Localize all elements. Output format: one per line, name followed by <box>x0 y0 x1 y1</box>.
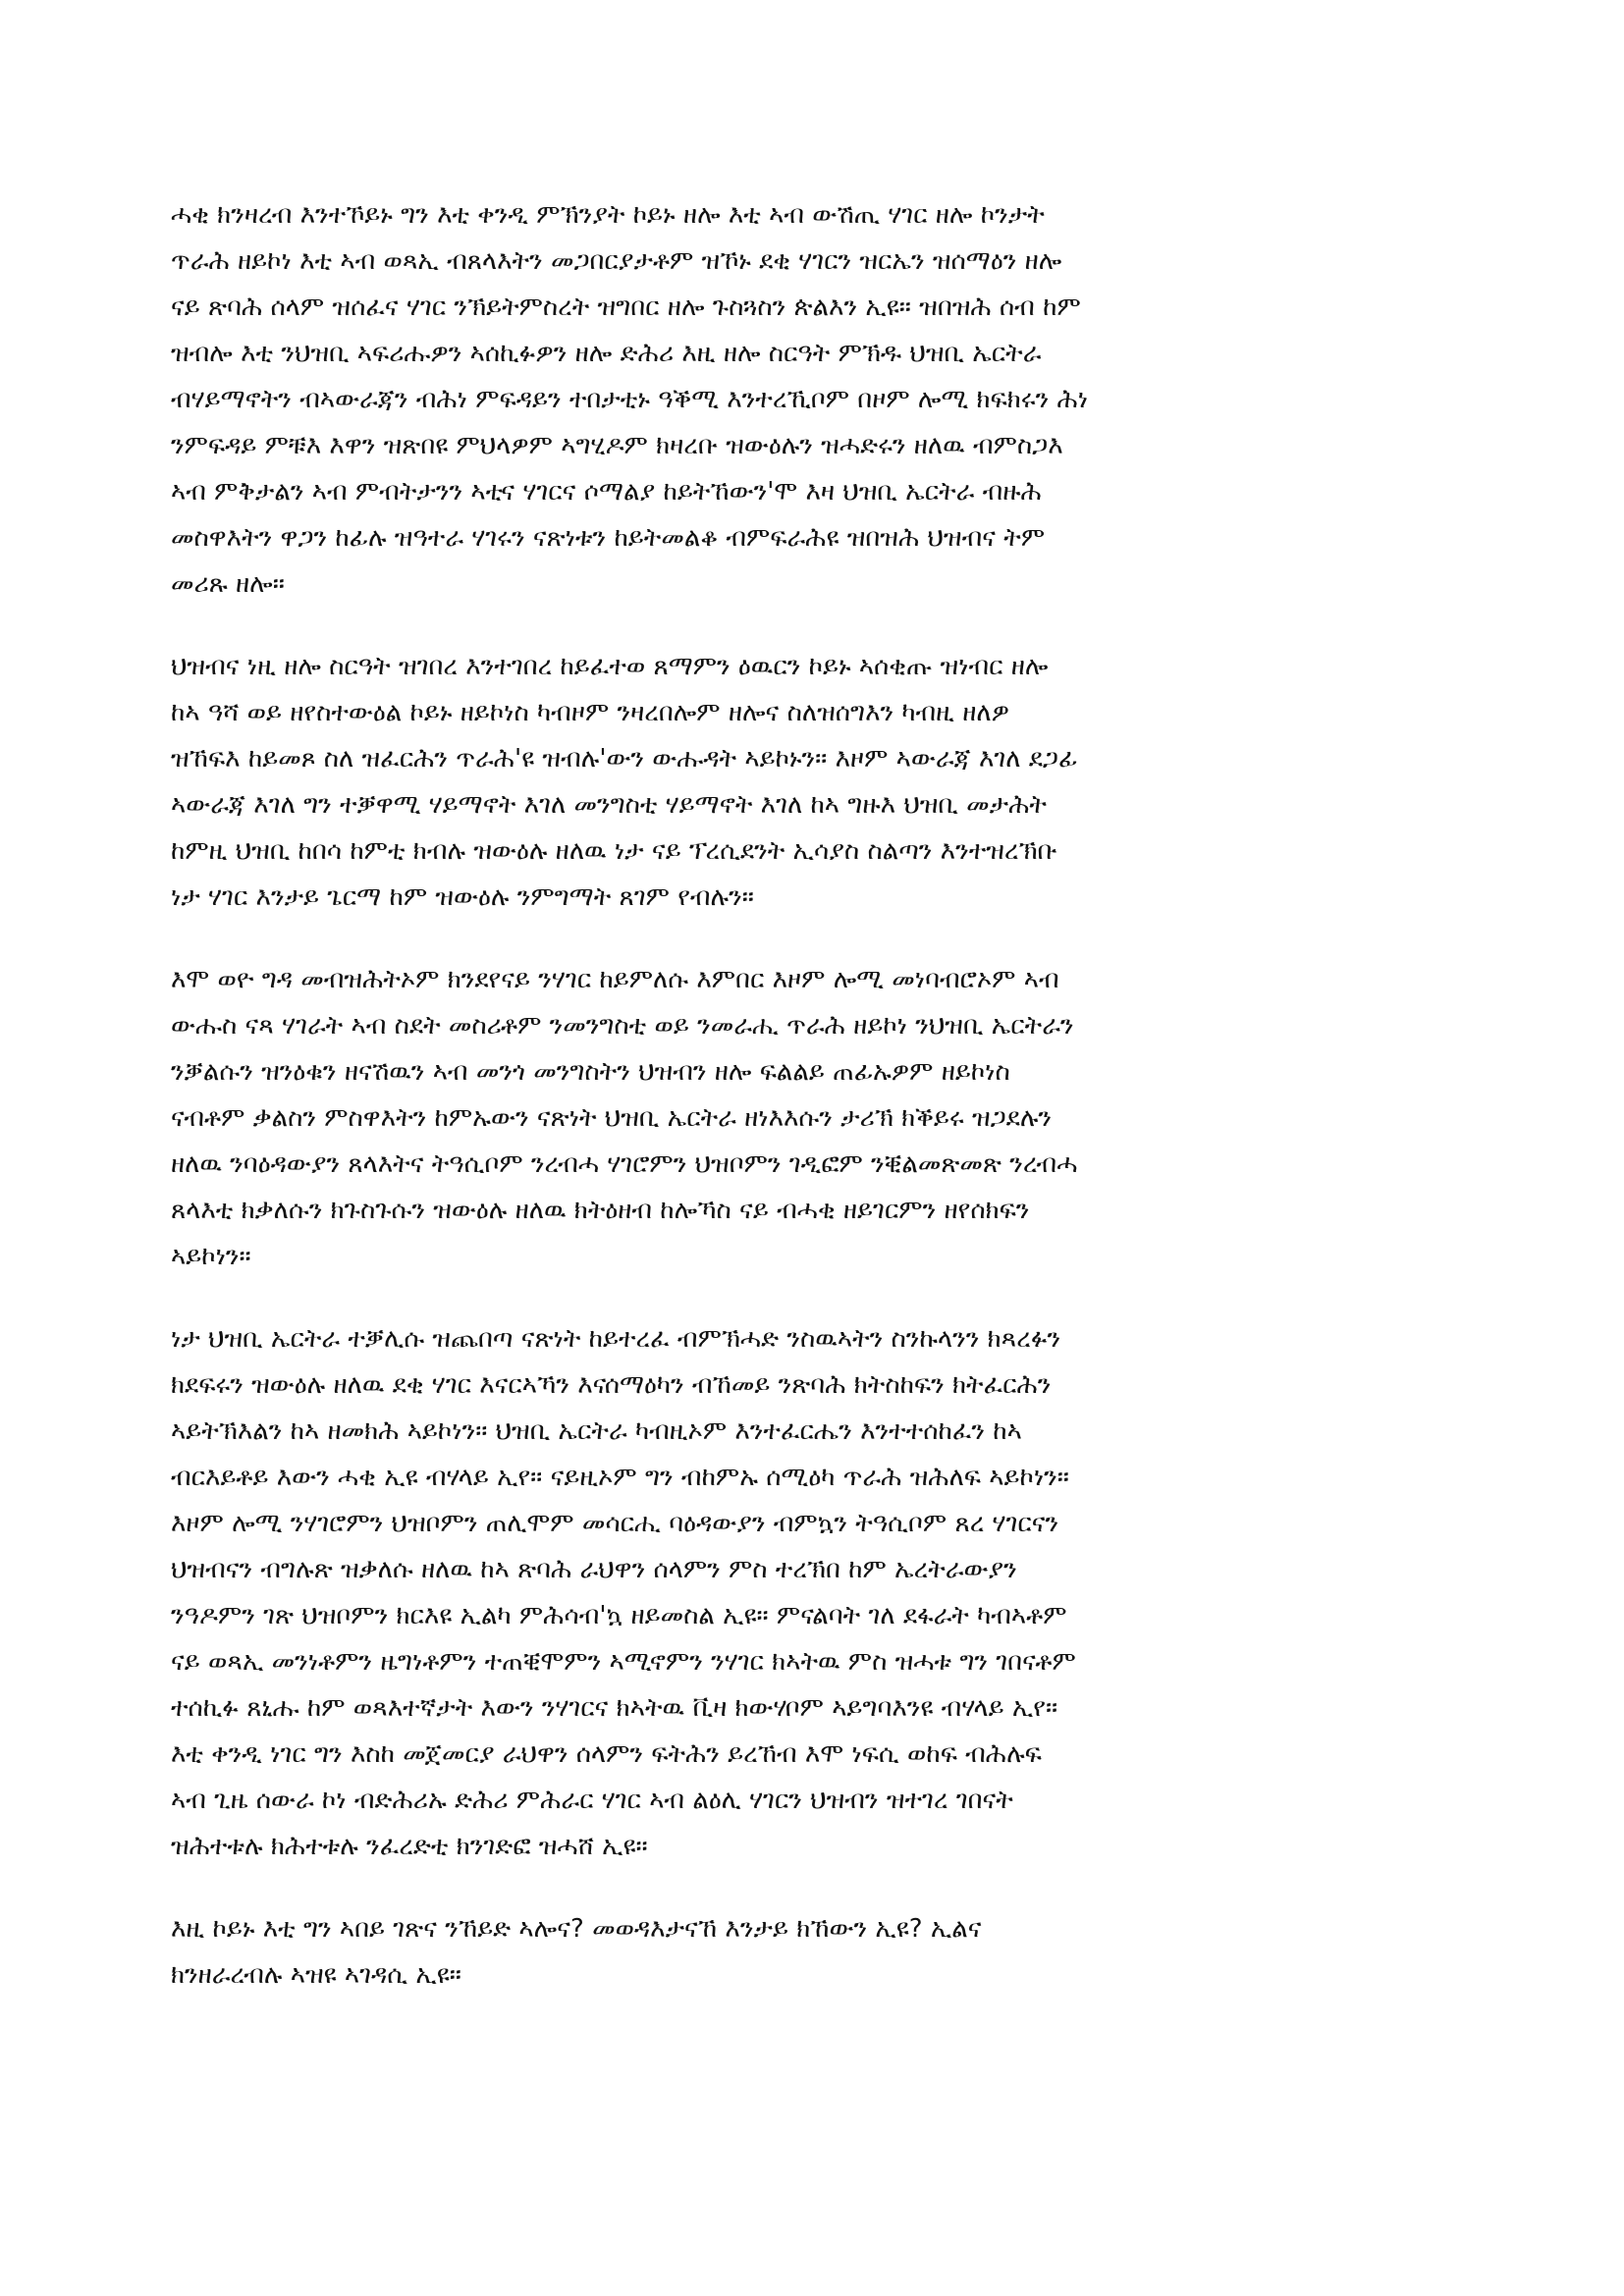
paragraph-1: ሓቂ ክንዛረብ እንተኾይኑ ግን እቲ ቀንዲ ምኽንያት ኮይኑ ዘሎ እቲ ኣብ ውሽጢ ሃገር ዘሎ ኮንታት ጥራሕ ዘይኮነ እቲ ኣብ ወጻኢ ብጸላእትን መጋበርያታቶም ዝኾኑ ደቂ ሃገርን ዝርኤን ዝሰማዕን ዘሎ ናይ ጽባሕ ሰላም ዝሰፈና ሃገር ንኽይትምስረት ዝግበር ዘሎ ጉስጓስን ጵልእን ኢዩ። ዝበዝሕ ሰብ ከም ዝብሎ እቲ ንህዝቢ ኣፍሪሑዎን ኣሰኪፉዎን ዘሎ ድሕሪ እዚ ዘሎ ስርዓት ምኽዱ ህዝቢ ኤርትራ ብሃይማኖትን ብኣውራጃን ብሕነ ምፍዳይን ተበታቲኑ ዓቕሚ እንተረኺቦም በዞም ሎሚ ክፍክሩን ሕነ ንምፍዳይ ምቹእ እዋን ዝጽበዩ ምህላዎም ኣግሂዶም ክዛረቡ ዝውዕሉን ዝሓድሩን ዘለዉ ብምስጋእ ኣብ ምቅታልን ኣብ ምብትታንን ኣቲና ሃገርና ሶማልያ ከይትኸውን'ሞ እዛ ህዝቢ ኤርትራ ብዙሕ መስዋእትን ዋጋን ከፊሉ ዝዓተራ ሃገሩን ናጽነቱን ከይትመልቆ ብምፍራሕዩ ዝበዝሕ ህዝብና ትም መሪጹ ዘሎ። <box>171 200 1089 599</box>
paragraph-3: እሞ ወዮ ግዳ መብዝሕትኦም ክንደየናይ ንሃገር ከይምለሱ እምበር እዞም ሎሚ መነባብሮኦም ኣብ ውሑስ ናጻ ሃገራት ኣብ ስደት መስሪቶም ንመንግስቲ ወይ ንመራሒ ጥራሕ ዘይኮነ ንህዝቢ ኤርትራን ንቓልሱን ዝንዕቁን ዘናሽዉን ኣብ መንጎ መንግስትን ህዝብን ዘሎ ፍልልይ ጠፊኡዎም ዘይኮነስ ናብቶም ቃልስን ምስዋእትን ከምኡውን ናጽነት ህዝቢ ኤርትራ ዘነእእሱን ታሪኽ ክቕይሩ ዝጋደሉን ዘለዉ ንባዕዳውያን ጸላእትና ትዓሲቦም ንረብሓ ሃገሮምን ህዝቦምን ገዲፎም ንቒልመጽመጽ ንረብሓ ጸላእቲ ክቃለሱን ክጉስጉሱን ዝውዕሉ ዘለዉ ክትዕዘብ ከሎኻስ ናይ ብሓቂ ዘይገርምን ዘየሰክፍን ኣይኮነን። <box>171 965 1078 1271</box>
paragraph-4: ነታ ህዝቢ ኤርትራ ተቓሊሱ ዝጨበጣ ናጽነት ከይተረፈ ብምኽሓድ ንስዉኣትን ስንኩላንን ክጻረፉን ክደፍሩን ዝውዕሉ ዘለዉ ደቂ ሃገር እናርኣኻን እናሰማዕካን ብኸመይ ንጽባሕ ክትስከፍን ክትፈርሕን ኣይትኽእልን ከኣ ዘመክሕ ኣይኮነን። ህዝቢ ኤርትራ ካብዚኦም እንተፈርሔን እንተተሰከፈን ከኣ ብርእይቶይ እውን ሓቂ ኢዩ ብሃላይ ኢየ። ናይዚኦም ግን ብከምኡ ሰሚዕካ ጥራሕ ዝሕለፍ ኣይኮነን። እዞም ሎሚ ንሃገሮምን ህዝቦምን ጠሊሞም መሳርሒ ባዕዳውያን ብምኳን ትዓሲቦም ጸረ ሃገርናን ህዝብናን ብግሉጽ ዝቃለሱ ዘለዉ ከኣ ጽባሕ ራህዋን ሰላምን ምስ ተረኽበ ከም ኤረትራውያን ንዓዶምን ገጽ ህዝቦምን ክርእዩ ኢልካ ምሕሳብ'ኳ ዘይመስል ኢዩ። ምናልባት ገለ ደፋራት ካብኣቶም ናይ ወጻኢ መንነቶምን ዜግነቶምን ተጠቒሞምን ኣሚኖምን ንሃገር ክኣትዉ ምስ ዝሓቱ ግን ገበናቶም ተሰኪፉ ጸኒሑ ከም ወጻእተኛታት እውን ንሃገርና ክኣትዉ ቪዛ ክውሃቦም ኣይግባእንዩ ብሃላይ ኢየ። እቲ ቀንዲ ነገር ግን እስከ መጀመርያ ራህዋን ሰላምን ፍትሕን ይረኸብ እሞ ነፍሲ ወከፍ ብሕሉፍ ኣብ ጊዜ ሰውራ ኮነ ብድሕሪኡ ድሕሪ ምሕራር ሃገር ኣብ ልዕሊ ሃገርን ህዝብን ዝተገረ ገበናት ዝሕተቱሉ ክሕተቱሉ ንፈረድቲ ክንገድፎ ዝሓሸ ኢዩ። <box>171 1324 1076 1861</box>
paragraph-2: ህዝብና ነዚ ዘሎ ስርዓት ዝገበረ እንተገበረ ከይፈተወ ጸማምን ዕዉርን ኮይኑ ኣሰቂጡ ዝነብር ዘሎ ከኣ ዓሻ ወይ ዘየስተውዕል ኮይኑ ዘይኮነስ ካብዞም ንዛረበሎም ዘሎና ስለዝሰግእን ካብዚ ዘለዎ ዝኸፍእ ከይመጾ ስለ ዝፈርሕን ጥራሕ'ዩ ዝብሉ'ውን ውሑዳት ኣይኮኑን። እዞም ኣውራጃ እገለ ደጋፊ ኣውራጃ እገለ ግን ተቓዋሚ ሃይማኖት እገለ መንግስቲ ሃይማኖት እገለ ከኣ ግዙእ ህዝቢ መታሕት ከምዚ ህዝቢ ከበሳ ከምቲ ክብሉ ዝውዕሉ ዘለዉ ነታ ናይ ፕረሲደንት ኢሳያስ ስልጣን እንተዝረኽቡ ነታ ሃገር እንታይ ጌርማ ከም ዝውዕሉ ንምግማት ጸገም የብሉን። <box>171 652 1078 912</box>
paragraph-5: እዚ ኮይኑ እቲ ግን ኣበይ ገጽና ንኸይድ ኣሎና? መወዳእታናኸ እንታይ ክኸውን ኢዩ? ኢልና ክንዘራረብሉ ኣዝዩ ኣገዳሲ ኢዩ። <box>171 1914 982 1990</box>
body-text <box>171 192 1453 2035</box>
